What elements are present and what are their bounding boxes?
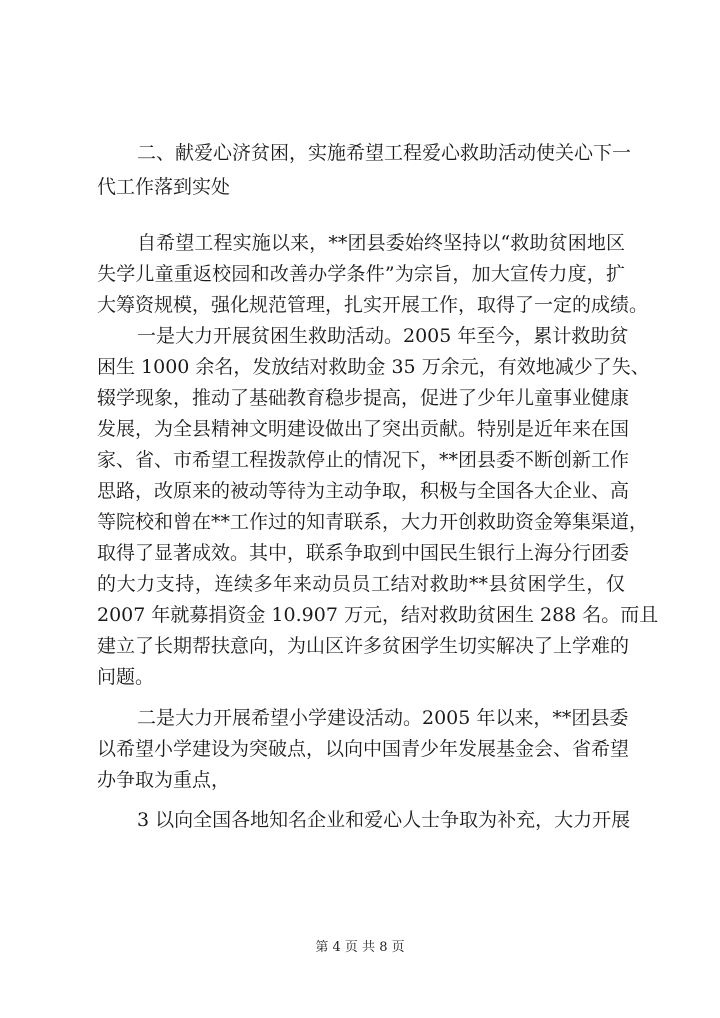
- paragraph-line: 的大力支持，连续多年来动员员工结对救助**县贫困学生，仅: [97, 573, 625, 595]
- section-heading-line: 代工作落到实处: [97, 176, 231, 198]
- paragraph-line: 以希望小学建设为突破点，以向中国青少年发展基金会、省希望: [97, 738, 630, 760]
- paragraph-line: 2007 年就募捐资金 10.907 万元，结对救助贫困生 288 名。而且: [97, 604, 659, 626]
- paragraph-line: 发展，为全县精神文明建设做出了突出贡献。特别是近年来在国: [97, 418, 630, 440]
- paragraph-line: 等院校和曾在**工作过的知青联系，大力开创救助资金筹集渠道，: [97, 511, 649, 533]
- section-heading-line: 二、献爱心济贫困，实施希望工程爱心救助活动使关心下一: [137, 142, 632, 164]
- paragraph-line: 困生 1000 余名，发放结对救助金 35 万余元，有效地减少了失、: [97, 356, 650, 378]
- paragraph-line: 二是大力开展希望小学建设活动。2005 年以来，**团县委: [137, 707, 629, 729]
- paragraph-line: 取得了显著成效。其中，联系争取到中国民生银行上海分行团委: [97, 542, 630, 564]
- paragraph-line: 思路，改原来的被动等待为主动争取，积极与全国各大企业、高: [97, 480, 630, 502]
- paragraph-line: 辍学现象，推动了基础教育稳步提高，促进了少年儿童事业健康: [97, 387, 630, 409]
- paragraph-line: 办争取为重点，: [97, 769, 231, 791]
- page-number-footer: 第 4 页 共 8 页: [315, 940, 405, 955]
- paragraph-line: 问题。: [97, 666, 155, 688]
- paragraph-line: 建立了长期帮扶意向，为山区许多贫困学生切实解决了上学难的: [97, 635, 630, 657]
- paragraph-line: 大筹资规模，强化规范管理，扎实开展工作，取得了一定的成绩。: [97, 294, 649, 316]
- paragraph-line: 3 以向全国各地知名企业和爱心人士争取为补充，大力开展: [137, 809, 631, 831]
- paragraph-line: 失学儿童重返校园和改善办学条件”为宗旨，加大宣传力度，扩: [97, 263, 625, 285]
- paragraph-line: 家、省、市希望工程拨款停止的情况下，**团县委不断创新工作: [97, 449, 630, 471]
- paragraph-line: 一是大力开展贫困生救助活动。2005 年至今，累计救助贫: [137, 325, 629, 347]
- paragraph-line: 自希望工程实施以来，**团县委始终坚持以“救助贫困地区: [137, 232, 625, 254]
